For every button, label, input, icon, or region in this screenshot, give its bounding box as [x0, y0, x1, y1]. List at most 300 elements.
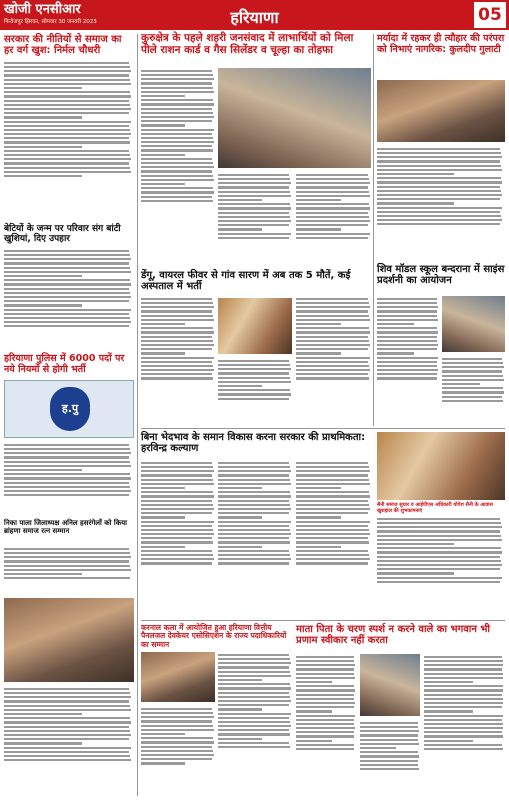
text-line — [218, 216, 290, 218]
headline-col1-3: हरियाणा पुलिस में 6000 पदों पर नये नियमों से होगी भर्ती — [4, 353, 125, 375]
text-line — [296, 466, 369, 468]
text-line — [296, 298, 368, 300]
text-line — [296, 504, 369, 506]
text-line — [218, 220, 291, 222]
text-line — [4, 296, 131, 298]
text-line — [360, 747, 396, 749]
text-line — [141, 546, 185, 548]
text-line — [218, 729, 289, 731]
text-line — [377, 564, 502, 566]
text-line — [4, 275, 82, 277]
text-line — [218, 713, 291, 715]
text-line — [377, 219, 502, 221]
text-line — [4, 696, 131, 698]
text-line — [4, 469, 82, 471]
text-line — [296, 731, 354, 733]
text-line — [4, 552, 130, 554]
text-line — [141, 474, 212, 476]
text-line — [296, 677, 355, 679]
text-line — [296, 537, 368, 539]
headline-col1-4: निका पाला जिलाध्यक्ष अनिल हसरंगेलों को किया ब्रांहणा समाज रत्न सम्मान — [4, 519, 127, 535]
photo-caption: सैनी समाज सुधार व आईपीएस अधिकारी योगेश सैनी के आवास खुशहाल की शुभकामनाएं — [377, 502, 493, 514]
text-line — [218, 742, 289, 744]
text-line — [141, 141, 214, 143]
text-line — [218, 675, 291, 677]
text-line — [296, 178, 369, 180]
text-line — [377, 165, 501, 167]
text-line — [377, 336, 437, 338]
text-line — [4, 548, 129, 550]
text-line — [296, 740, 332, 742]
text-line — [360, 726, 418, 728]
text-line — [424, 681, 473, 683]
headline-col3-1: मर्यादा में रहकर ही त्यौहार की परंपरा को निभाएं नागरिक: कुलदीप गुलाटी — [377, 33, 505, 55]
text-line — [4, 83, 131, 85]
text-line — [141, 302, 213, 304]
text-line — [141, 137, 213, 139]
text-line — [141, 196, 212, 198]
text-line — [218, 546, 262, 548]
text-line — [218, 483, 291, 485]
dateline: फिरोजपुर झिरका, सोमवार 30 जनवरी 2023 — [4, 19, 97, 25]
article-body — [377, 146, 505, 262]
text-line — [424, 656, 502, 658]
text-line — [360, 743, 419, 745]
text-line — [141, 310, 212, 312]
text-line — [360, 751, 418, 753]
text-line — [141, 319, 214, 321]
text-line — [218, 671, 290, 673]
text-line — [218, 474, 289, 476]
text-line — [424, 702, 503, 704]
text-line — [218, 368, 291, 370]
text-line — [218, 516, 262, 518]
text-line — [377, 181, 502, 183]
text-line — [424, 685, 503, 687]
text-line — [218, 504, 290, 506]
text-line — [141, 495, 214, 497]
text-line — [296, 529, 369, 531]
police-logo-photo — [4, 380, 134, 438]
text-line — [296, 668, 354, 670]
text-line — [296, 174, 368, 176]
text-line — [377, 156, 502, 158]
text-line — [296, 521, 370, 523]
text-line — [296, 735, 354, 737]
text-line — [296, 186, 368, 188]
text-line — [296, 203, 369, 205]
text-line — [141, 103, 214, 105]
text-line — [4, 734, 131, 736]
headline-middle-2: करनाल कला में आयोजित हुआ हरियाणा वित्तीय पैनलजल देवकेयर एसोसिएशन के राज्य पदाधिकारियों का सम्मान — [141, 623, 287, 649]
text-line — [296, 710, 332, 712]
text-line — [4, 70, 131, 72]
text-line — [424, 723, 503, 725]
text-line — [442, 400, 503, 402]
text-line — [218, 562, 289, 564]
text-line — [141, 729, 214, 731]
text-line — [360, 730, 419, 732]
text-line — [4, 759, 131, 761]
text-line — [141, 336, 212, 338]
text-line — [141, 170, 212, 172]
text-line — [141, 344, 214, 346]
text-line — [377, 202, 454, 204]
text-line — [377, 365, 437, 367]
text-line — [377, 194, 502, 196]
text-line — [141, 562, 212, 564]
text-line — [218, 558, 291, 560]
text-line — [296, 237, 368, 239]
article-body — [296, 460, 371, 616]
text-line — [377, 169, 502, 171]
text-line — [141, 533, 214, 535]
text-line — [377, 518, 500, 520]
text-line — [141, 116, 214, 118]
text-line — [296, 336, 368, 338]
text-line — [442, 383, 480, 385]
text-line — [141, 365, 213, 367]
article-body — [377, 296, 439, 424]
text-line — [377, 577, 502, 579]
text-line — [424, 694, 502, 696]
text-line — [141, 754, 214, 756]
text-line — [218, 377, 290, 379]
text-line — [218, 182, 291, 184]
text-line — [218, 721, 290, 723]
text-line — [4, 486, 130, 488]
text-line — [218, 662, 291, 664]
article-body — [141, 460, 215, 616]
text-line — [424, 715, 503, 717]
text-line — [296, 715, 355, 717]
text-line — [141, 716, 214, 718]
text-line — [4, 569, 131, 571]
text-line — [377, 361, 437, 363]
headline-middle-3: माता पिता के चरण स्पर्श न करने वाले का भगवान भी प्रणाम स्वीकार नहीं करता — [296, 624, 491, 647]
text-line — [4, 271, 131, 273]
text-line — [296, 352, 341, 354]
text-line — [4, 79, 130, 81]
text-line — [141, 377, 213, 379]
article-body — [218, 172, 292, 272]
text-line — [218, 704, 289, 706]
text-line — [141, 183, 185, 185]
text-line — [296, 723, 354, 725]
text-line — [377, 526, 502, 528]
text-line — [141, 462, 212, 464]
text-line — [141, 187, 213, 189]
text-line — [141, 348, 212, 350]
text-line — [296, 470, 370, 472]
text-line — [218, 654, 289, 656]
text-line — [442, 396, 502, 398]
article-body — [218, 358, 292, 424]
text-line — [4, 141, 130, 143]
text-line — [141, 120, 212, 122]
text-line — [4, 87, 82, 89]
text-line — [141, 149, 213, 151]
text-line — [360, 734, 418, 736]
text-line — [218, 708, 262, 710]
text-line — [141, 737, 213, 739]
text-line — [141, 758, 212, 760]
text-line — [4, 104, 130, 106]
text-line — [4, 556, 131, 558]
text-line — [141, 357, 214, 359]
text-line — [141, 323, 185, 325]
haryana-police-badge: ह.पु — [50, 387, 90, 431]
text-line — [377, 572, 454, 574]
text-line — [424, 668, 502, 670]
text-line — [141, 74, 213, 76]
text-line — [377, 160, 500, 162]
text-line — [218, 495, 291, 497]
text-line — [4, 560, 129, 562]
text-line — [141, 298, 212, 300]
text-line — [218, 360, 289, 362]
article-body — [296, 654, 356, 796]
text-line — [218, 491, 290, 493]
text-line — [141, 500, 212, 502]
text-line — [141, 166, 214, 168]
text-line — [141, 554, 213, 556]
text-line — [218, 364, 290, 366]
text-line — [296, 702, 355, 704]
text-line — [377, 357, 438, 359]
text-line — [4, 300, 129, 302]
text-line — [377, 340, 437, 342]
text-line — [218, 233, 291, 235]
text-line — [218, 462, 289, 464]
text-line — [296, 319, 370, 321]
text-line — [4, 112, 129, 114]
text-line — [218, 224, 289, 226]
text-line — [4, 309, 131, 311]
text-line — [4, 456, 129, 458]
text-line — [218, 381, 291, 383]
text-line — [4, 452, 131, 454]
text-line — [442, 358, 502, 360]
text-line — [377, 535, 501, 537]
text-line — [218, 372, 289, 374]
text-line — [377, 186, 500, 188]
text-line — [4, 742, 82, 744]
text-line — [296, 727, 355, 729]
text-line — [218, 746, 290, 748]
text-line — [296, 694, 354, 696]
text-line — [4, 490, 131, 492]
text-line — [141, 124, 185, 126]
text-line — [377, 323, 414, 325]
text-line — [296, 224, 368, 226]
text-line — [218, 237, 289, 239]
page-number: 05 — [474, 2, 506, 28]
text-line — [377, 369, 438, 371]
text-line — [4, 108, 131, 110]
text-line — [218, 683, 290, 685]
text-line — [442, 362, 503, 364]
text-line — [218, 212, 289, 214]
text-line — [377, 348, 437, 350]
text-line — [377, 331, 438, 333]
text-line — [218, 228, 262, 230]
text-line — [296, 525, 368, 527]
article-body — [141, 68, 215, 268]
text-line — [141, 112, 213, 114]
text-line — [4, 713, 82, 715]
text-line — [4, 288, 129, 290]
text-line — [296, 562, 368, 564]
text-line — [4, 705, 130, 707]
text-line — [377, 344, 438, 346]
text-line — [360, 764, 418, 766]
text-line — [296, 533, 370, 535]
section-divider — [141, 620, 505, 621]
text-line — [141, 558, 214, 560]
text-line — [4, 129, 130, 131]
text-line — [218, 466, 290, 468]
text-line — [377, 215, 501, 217]
text-line — [141, 327, 213, 329]
text-line — [296, 302, 369, 304]
text-line — [141, 504, 213, 506]
article-body — [4, 686, 134, 796]
school-photo — [442, 296, 505, 352]
text-line — [141, 720, 212, 722]
text-line — [296, 508, 370, 510]
text-line — [218, 195, 291, 197]
text-line — [141, 516, 185, 518]
article-body — [4, 442, 134, 522]
text-line — [141, 521, 214, 523]
article-body — [360, 720, 420, 796]
text-line — [4, 726, 129, 728]
text-line — [141, 369, 214, 371]
text-line — [218, 554, 290, 556]
text-line — [296, 681, 332, 683]
article-body — [141, 706, 215, 796]
text-line — [4, 565, 130, 567]
text-line — [296, 315, 369, 317]
article-body — [218, 460, 292, 616]
article-body — [4, 546, 134, 596]
text-line — [377, 556, 500, 558]
text-line — [141, 373, 212, 375]
text-line — [424, 735, 503, 737]
text-line — [4, 325, 129, 327]
text-line — [218, 512, 289, 514]
text-line — [218, 487, 262, 489]
text-line — [141, 746, 212, 748]
text-line — [296, 512, 368, 514]
text-line — [141, 179, 214, 181]
text-line — [4, 577, 130, 579]
text-line — [141, 491, 213, 493]
text-line — [296, 491, 369, 493]
text-line — [296, 748, 354, 750]
text-line — [360, 722, 418, 724]
text-line — [141, 466, 213, 468]
text-line — [296, 361, 368, 363]
section-divider — [141, 428, 505, 429]
text-line — [296, 207, 370, 209]
text-line — [218, 738, 262, 740]
text-line — [377, 560, 501, 562]
text-line — [377, 581, 500, 583]
text-line — [4, 573, 82, 575]
text-line — [4, 116, 82, 118]
text-line — [4, 74, 129, 76]
text-line — [4, 692, 130, 694]
text-line — [4, 95, 131, 97]
text-line — [218, 717, 289, 719]
text-line — [296, 744, 354, 746]
text-line — [4, 751, 129, 753]
headline-col2-1: कुरुक्षेत्र के पहले शहरी जनसंवाद में लाभार्थियों को मिला पीले राशन कार्ड व गैस सिलेंडर व चूल्हा का तोहफा — [141, 32, 354, 56]
text-line — [377, 522, 501, 524]
text-line — [4, 125, 129, 127]
text-line — [4, 292, 130, 294]
text-line — [4, 100, 129, 102]
text-line — [4, 494, 129, 496]
text-line — [218, 393, 291, 395]
text-line — [360, 755, 419, 757]
text-line — [4, 721, 131, 723]
text-line — [4, 121, 131, 123]
text-line — [296, 199, 341, 201]
text-line — [296, 323, 341, 325]
text-line — [4, 267, 130, 269]
text-line — [4, 66, 130, 68]
text-line — [377, 377, 437, 379]
text-line — [141, 331, 214, 333]
text-line — [377, 352, 414, 354]
text-line — [377, 148, 500, 150]
text-line — [218, 700, 291, 702]
text-line — [296, 474, 368, 476]
text-line — [377, 177, 501, 179]
text-line — [424, 660, 503, 662]
text-line — [377, 298, 437, 300]
headline-middle-1: बिना भेदभाव के समान विकास करना सरकार की प्राथमिकता: हरविन्द्र कल्याण — [141, 432, 366, 455]
text-line — [424, 677, 503, 679]
article-body — [296, 172, 371, 272]
text-line — [141, 145, 212, 147]
text-line — [141, 750, 213, 752]
text-line — [360, 768, 419, 770]
text-line — [377, 152, 501, 154]
text-line — [377, 319, 438, 321]
text-line — [296, 340, 369, 342]
text-line — [141, 479, 213, 481]
text-line — [424, 744, 502, 746]
text-line — [141, 470, 214, 472]
text-line — [296, 483, 370, 485]
text-line — [218, 398, 289, 400]
headline-col1-2: बेटियों के जन्म पर परिवार संग बांटी खुशियां, दिए उपहार — [4, 224, 121, 245]
text-line — [296, 327, 369, 329]
text-line — [296, 191, 369, 193]
text-line — [218, 692, 289, 694]
text-line — [4, 283, 131, 285]
text-line — [4, 137, 129, 139]
text-line — [4, 730, 130, 732]
text-line — [296, 660, 354, 662]
text-line — [377, 327, 437, 329]
text-line — [218, 658, 290, 660]
article-body — [377, 516, 505, 616]
